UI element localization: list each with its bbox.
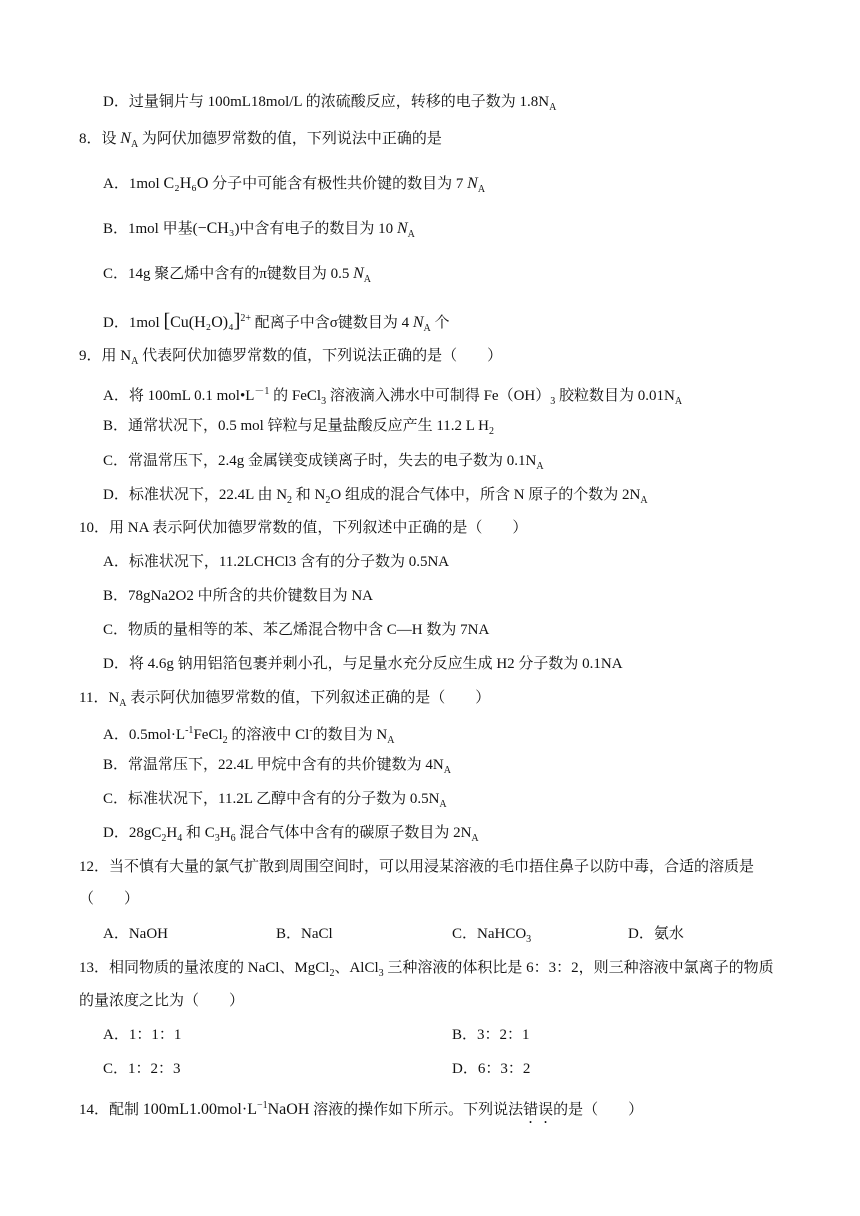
q13-option-a: A．1：1：1 [103, 1027, 182, 1043]
q11-stem: 11．$N_A$ 表示阿伏加德罗常数的值，下列叙述正确的是（ ） [79, 690, 491, 709]
q8-option-a: A．1mol C₂H₆O 分子中可能含有极性共价键的数目为 7 $N_A$ [103, 175, 486, 195]
q9-option-b: B．通常状况下，0.5 mol 锌粒与足量盐酸反应产生 11.2 L $H_2$ [103, 418, 494, 437]
q12-option-c: C．NaHCO$_3$ [452, 926, 532, 945]
q8-option-b: B．1mol 甲基(−CH₃)中含有电子的数目为 10 $N_A$ [103, 220, 415, 240]
q13-option-c: C．1：2：3 [103, 1061, 181, 1077]
q12-option-b: B．NaCl [276, 926, 333, 942]
q11-option-d: D．$28gC_2H_4$ 和 $C_3H_6$ 混合气体中含有的碳原子数目为 $2N_A$ [103, 825, 479, 844]
q10-option-b: B．78gNa2O2 中所含的共价键数目为 NA [103, 588, 374, 604]
formula: Cu(H₂O)₄ [170, 314, 234, 331]
q13-option-d: D．6：3：2 [452, 1061, 531, 1077]
q8-stem: 8．设 $N_A$ 为阿伏加德罗常数的值，下列说法中正确的是 [79, 130, 442, 150]
bracket-left: [ [163, 310, 171, 332]
formula: C₂H₆O [163, 175, 209, 192]
q13-option-b: B．3：2：1 [452, 1027, 530, 1043]
q9-option-a: A．将 100mL 0.1 $mol•L^{-1}$ 的 FeCl$_3$ 溶液滴入沸水中可制得 $Fe(OH)_3$ 胶粒数目为 $0.01N_A$ [103, 386, 683, 407]
q9-option-d: D．标准状况下，22.4L 由 $N_2$ 和 $N_2O$ 组成的混合气体中，所含 N 原子的个数为 $2N_A$ [103, 487, 648, 506]
q10-option-c: C．物质的量相等的苯、苯乙烯混合物中含 C—H 数为 7NA [103, 622, 490, 638]
formula: −CH₃ [197, 220, 235, 237]
q9-stem: 9．用 $N_A$ 代表阿伏加德罗常数的值，下列说法正确的是（ ） [79, 348, 503, 367]
q8-option-d: D．1mol $[Cu(H_2O)_4]^{2+}$ 配离子中含σ键数目为 4 $N_A$ 个 [103, 310, 450, 334]
option-text: 过量铜片与 100mL18mol/L 的浓硫酸反应，转移的电子数为 1.8N [128, 94, 550, 110]
q8-option-c: C．14g 聚乙烯中含有的π键数目为 0.5 $N_A$ [103, 265, 371, 285]
q13-stem: 13．相同物质的量浓度的 NaCl、MgCl$_2$、AlCl$_3$ 三种溶液的体积比是 6：3：2，则三种溶液中氯离子的物质 [79, 960, 774, 979]
q12-stem: 12．当不慎有大量的氯气扩散到周围空间时，可以用浸某溶液的毛巾捂住鼻子以防中毒，合适的溶质是 [79, 859, 755, 875]
q10-stem: 10．用 NA 表示阿伏加德罗常数的值，下列叙述中正确的是（ ） [79, 520, 528, 536]
q12-option-d: D．氨水 [628, 926, 684, 942]
q13-stem-cont: 的量浓度之比为（ ） [79, 993, 245, 1009]
na-symbol: N [120, 130, 131, 147]
q11-option-a: A．$0.5mol\cdot L^{-1}FeCl_2$ 的溶液中 Cl-的数目为 $N_A$ [103, 725, 395, 746]
q11-option-c: C．标准状况下，11.2L 乙醇中含有的分子数为 $0.5N_A$ [103, 791, 447, 810]
q10-option-a: A．标准状况下，11.2LCHCl3 含有的分子数为 0.5NA [103, 554, 450, 570]
emphasized-word: 错误 [523, 1102, 554, 1118]
q12-option-a: A．NaOH [103, 926, 168, 942]
q11-option-b: B．常温常压下，22.4L 甲烷中含有的共价键数为 $4N_A$ [103, 757, 451, 776]
q12-stem-bracket: （ ） [79, 891, 140, 907]
bracket-right: ] [233, 310, 241, 332]
q10-option-d: D．将 4.6g 钠用铝箔包裹并刺小孔，与足量水充分反应生成 H2 分子数为 0.1NA [103, 656, 623, 672]
q14-stem: 14．配制 $100mL1.00mol\cdot L^{-1}NaOH$ 溶液的操作如下所示。下列说法错误的是（ ） [79, 1100, 644, 1118]
q7-option-d: D．过量铜片与 100mL18mol/L 的浓硫酸反应，转移的电子数为 $1.8N_A$ [103, 94, 557, 113]
q9-option-c: C．常温常压下，2.4g 金属镁变成镁离子时，失去的电子数为 $0.1N_A$ [103, 453, 544, 472]
formula: 100mL1.00mol·L [142, 1101, 257, 1118]
option-label: D． [103, 94, 129, 110]
